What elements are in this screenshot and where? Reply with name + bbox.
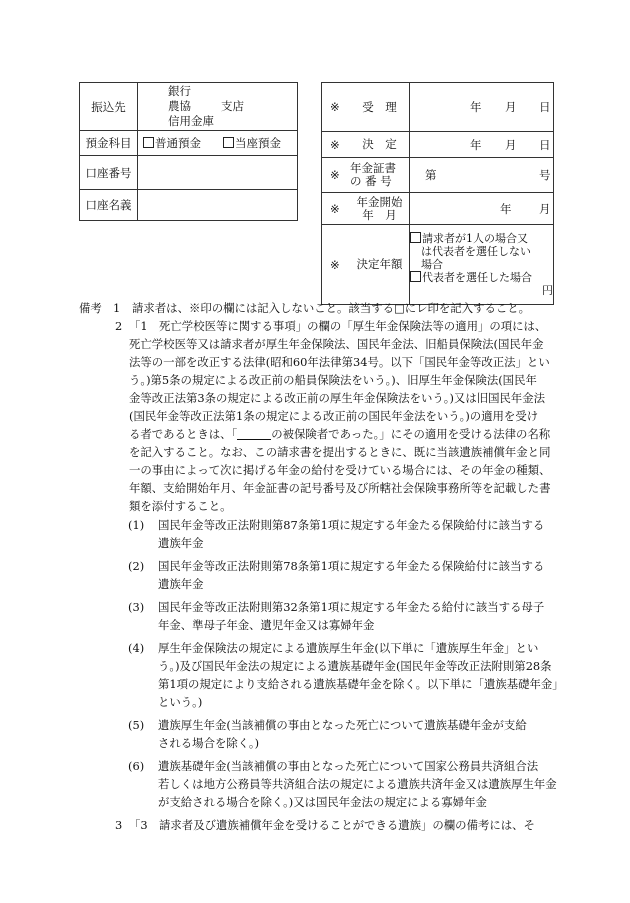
decided-month: 月	[505, 137, 517, 152]
sub-item-5: (5) 遺族厚生年金(当該補償の事由となった死亡について遺族基礎年金が支給 される場合を除く。)	[128, 718, 527, 750]
bank-option-nokyo: 農協 支店	[168, 99, 244, 113]
bank-transfer-table	[79, 82, 298, 221]
received-day: 日	[539, 100, 551, 114]
account-name-label: 口座名義	[80, 190, 138, 221]
blank-fill-line	[237, 427, 271, 440]
account-type-cell[interactable]	[138, 131, 298, 156]
received-year: 年	[470, 100, 482, 114]
account-number-field[interactable]	[138, 156, 298, 190]
received-month: 月	[505, 100, 517, 114]
start-year: 年	[500, 201, 512, 216]
account-type-label: 預金科目	[80, 131, 138, 156]
account-name-field[interactable]	[138, 190, 298, 221]
received-date-field	[410, 83, 554, 132]
number-prefix: 第	[425, 168, 437, 182]
certificate-number-label: ※ 年金証書 の 番 号	[322, 158, 410, 193]
checkbox-toza[interactable]	[223, 137, 234, 148]
amount-option-single[interactable]: 請求者が1人の場合又	[410, 232, 553, 245]
checkbox-representative[interactable]	[410, 271, 421, 282]
pension-start-field	[410, 193, 554, 225]
received-label: ※ 受 理	[322, 83, 410, 132]
sub-item-1: (1) 国民年金等改正法附則第87条第1項に規定する年金たる保険給付に該当する 遺族年金	[128, 518, 545, 550]
bank-label: 振込先	[80, 83, 138, 131]
remark-3: 3 「3 請求者及び遺族補償年金を受けることができる遺族」の欄の備考には、そ	[115, 818, 535, 832]
amount-unit: 円	[542, 284, 553, 297]
number-suffix: 号	[539, 168, 551, 182]
remark-1: 備考 1 請求者は、※印の欄には記入しないこと。該当する□にレ印を記入すること。	[79, 301, 531, 315]
remarks-label: 備考	[79, 301, 102, 315]
annual-amount-label: ※ 決定年額	[322, 225, 410, 305]
option-toza: 当座預金	[235, 136, 281, 150]
checkbox-single[interactable]	[410, 232, 421, 243]
remark-2: 2 「1 死亡学校医等に関する事項」の欄の「厚生年金保険法等の適用」の項には、 死亡学校医等又は請求者が厚生年金保険法、国民年金法、旧船員保険法(国民年金 法等の一部を改正する法律(昭和60年法律第34号。以下「国民年金等改正法」とい う。)第5条の規定による改正前の船員保険法をいう。)、旧厚生年金保険法(国民年 金等改正法第3条の規定による改正前の厚生年金保険法をいう。)又は旧国民年金法 (国民年金等改正法第1条の規定による改正前の国民年金法をいう。)の適用を受け る者であるときは、「 の被保険者であった。」にその適用を受ける法律の名称 を記入すること。なお、この請求書を提出するときに、既に当該遺族補償年金と同 一の事由によって次に掲げる年金の給付を受けている場合には、その年金の種類、 年額、支給開始年月、年金証書の記号番号及び所轄社会保険事務所等を記載した書 類を添付すること。	[115, 319, 551, 513]
option-futsu: 普通預金	[155, 136, 201, 150]
branch-label: 支店	[221, 99, 244, 113]
certificate-number-field	[410, 158, 554, 193]
decided-day: 日	[539, 137, 551, 152]
bank-option-shinkin: 信用金庫	[168, 114, 214, 128]
bank-option-bank: 銀行	[168, 84, 191, 98]
start-month: 月	[539, 201, 551, 216]
decided-label: ※ 決 定	[322, 132, 410, 158]
account-number-label: 口座番号	[80, 156, 138, 190]
bank-name-cell[interactable]	[138, 83, 298, 131]
official-use-table	[321, 82, 554, 305]
pension-start-label: ※ 年金開始 年 月	[322, 193, 410, 225]
annual-amount-options: 請求者が1人の場合又 は代表者を選任しない 場合 代表者を選任した場合 円	[410, 225, 554, 305]
checkbox-futsu[interactable]	[143, 137, 154, 148]
sub-item-4: (4) 厚生年金保険法の規定による遺族厚生年金(以下単に「遺族厚生年金」とい う。)及び国民年金法の規定による遺族基礎年金(国民年金等改正法附則第28条 第1項の規定により支給される遺族基礎年金を除く。以下単に「遺族基礎年金」 という。)	[128, 641, 564, 709]
amount-option-representative[interactable]: 代表者を選任した場合	[410, 271, 553, 284]
remarks-section	[79, 299, 564, 834]
decided-date-field	[410, 132, 554, 158]
sub-item-3: (3) 国民年金等改正法附則第32条第1項に規定する年金たる給付に該当する母子 年金、準母子年金、遺児年金又は寡婦年金	[128, 600, 545, 632]
decided-year: 年	[470, 137, 482, 152]
sub-item-6: (6) 遺族基礎年金(当該補償の事由となった死亡について国家公務員共済組合法 若しくは地方公務員等共済組合法の規定による遺族共済年金又は遺族厚生年金 が支給される場合を除く。)又は国民年金法の規定による寡婦年金	[128, 759, 557, 809]
sub-item-2: (2) 国民年金等改正法附則第78条第1項に規定する年金たる保険給付に該当する 遺族年金	[128, 559, 545, 591]
